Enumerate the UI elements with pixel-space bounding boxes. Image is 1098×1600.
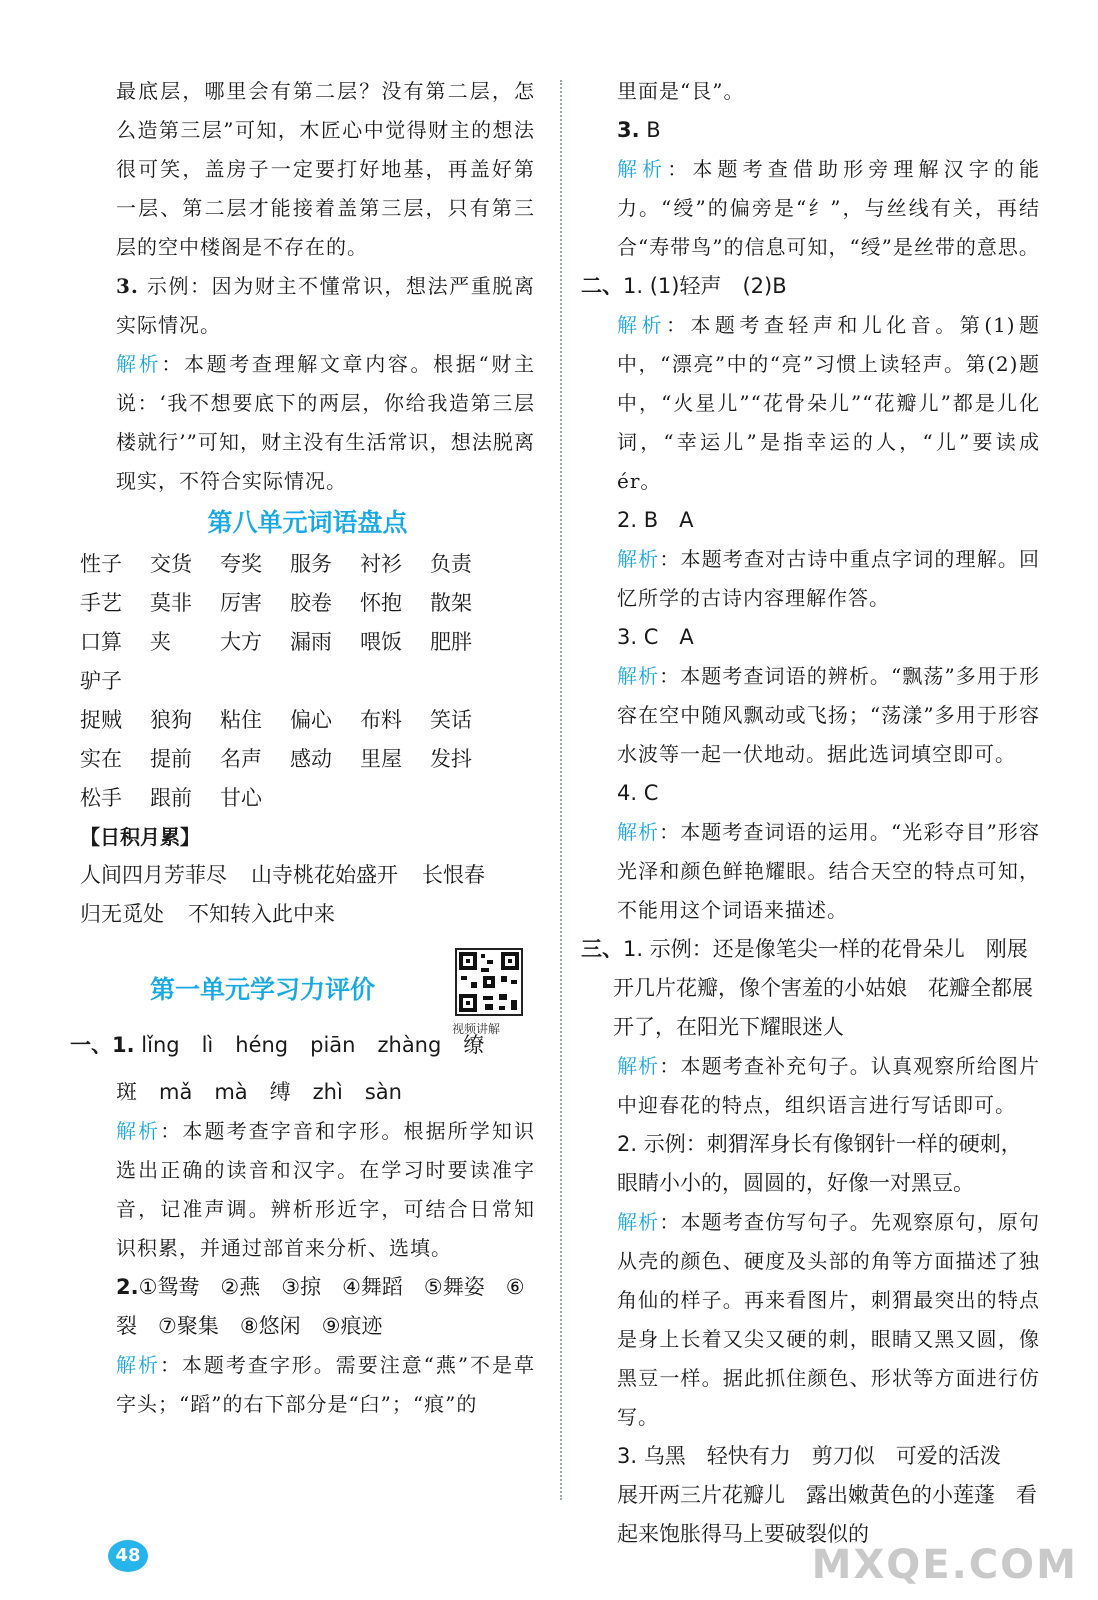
qr-code[interactable] [455,948,523,1016]
analysis-label: 解析 [617,157,668,181]
poem-lines [80,856,535,934]
analysis [585,150,1040,267]
vocab-word: 大方 [220,630,262,654]
analysis: 解析：本题考查轻声和儿化音。第(1)题中，“漂亮”中的“亮”习惯上读轻声。第(2)题中，“火星儿”“花骨朵儿”“花瓣儿”都是儿化词，“幸运儿”是指幸运的人，“儿”要读成 ér。 [617,313,1040,493]
answer-text: ①鸳鸯 ②燕 ③掠 ④舞蹈 ⑤舞姿 ⑥裂 ⑦聚集 ⑧悠闲 ⑨痕迹 [116,1275,525,1338]
vocab-word: 胶卷 [290,591,332,615]
pinyin: sàn [364,1080,402,1104]
vocab-word: 捉贼 [80,708,122,732]
section-label: 三、 [581,937,623,961]
vocab-word: 散架 [430,591,472,615]
poem-line: 长恨春 [422,863,485,887]
answer-3: 3. B [617,118,661,142]
analysis-text: ：本题考查字音和字形。根据所学知识选出正确的读音和汉字。在学习时要读准字音，记准声调。辨析形近字，可结合日常知识积累，并通过部首来分析、选填。 [116,1119,536,1260]
watermark: MXQE.COM [811,1542,1078,1588]
analysis-label: 解析 [116,1353,160,1377]
analysis: 解析：本题考查仿写句子。先观察原句，原句从壳的颜色、硬度及头部的角等方面描述了独角仙的样子。再来看图片，刺猬最突出的特点是身上长着又尖又硬的刺，眼睛又黑又圆，像黑豆一样。据此抓住颜色、形状等方面进行仿写。 [617,1210,1041,1429]
s3-q2: 2. 示例：刺猬浑身长有像钢针一样的硬刺，眼睛小小的，圆圆的，好像一对黑豆。 [617,1132,1022,1195]
right-column [581,72,1041,1554]
poem-line: 山寺桃花始盛开 [251,863,398,887]
vocab-word: 跟前 [150,786,192,810]
pinyin: zhì [312,1080,343,1104]
vocab-word: 甘心 [220,786,262,810]
pinyin: 斑 [116,1080,137,1104]
vocab-word: 负责 [430,552,472,576]
analysis: 解析：本题考查补充句子。认真观察所给图片中迎春花的特点，组织语言进行写话即可。 [617,1054,1041,1117]
poem-line: 不知转入此中来 [188,902,335,926]
question-number: 3. [116,274,139,298]
vocab-word: 厉害 [220,591,262,615]
vocab-word: 实在 [80,747,122,771]
analysis-text: ：本题考查借助形旁理解汉字的能力。“绶”的偏旁是“纟”，与丝线有关，再结合“寿带鸟”的信息可知，“绶”是丝带的意思。 [617,157,1040,259]
vocab-row [80,623,535,701]
vocab-word: 怀抱 [360,591,402,615]
vocab-list [80,545,535,818]
pinyin: 缚 [269,1080,291,1104]
vocab-word: 手艺 [80,591,122,615]
page-number: 48 [108,1540,148,1572]
question-number: 1. [112,1033,135,1057]
poem-line: 人间四月芳菲尽 [80,863,227,887]
s2-q2: 2. B A [617,508,694,532]
vocab-word: 性子 [80,552,122,576]
section-label: 二、 [581,274,623,298]
vocab-word: 偏心 [290,708,332,732]
vocab-word: 名声 [220,747,262,771]
vocab-word: 狼狗 [150,708,192,732]
analysis-text: ：本题考查理解文章内容。根据“财主说：‘我不想要底下的两层，你给我造第三层楼就行’”可知，财主没有生活常识，想法脱离现实，不符合实际情况。 [116,352,535,493]
vocab-word: 布料 [360,708,402,732]
analysis-label: 解析 [116,1119,161,1143]
vocab-row [80,701,535,740]
vocab-word: 莫非 [150,591,192,615]
vocab-word: 服务 [290,552,332,576]
analysis: 解析：本题考查词语的运用。“光彩夺目”形容光泽和颜色鲜艳耀眼。结合天空的特点可知，不能用这个词语来描述。 [617,820,1040,922]
analysis: 解析：本题考查对古诗中重点字词的理解。回忆所学的古诗内容理解作答。 [617,547,1041,610]
pinyin: mǎ [159,1080,193,1104]
vocab-word: 肥胖 [430,630,472,654]
s3-q3: 3. 乌黑 轻快有力 剪刀似 可爱的活泼 展开两三片花瓣儿 露出嫩黄色的小莲蓬 看起来饱胀得马上要破裂似的 [617,1444,1037,1546]
analysis [80,1346,535,1424]
vocab-word: 口算 [80,630,122,654]
paragraph: 最底层，哪里会有第二层？没有第二层，怎么造第三层”可知，木匠心中觉得财主的想法很可笑，盖房子一定要打好地基，再盖好第一层、第二层才能接着盖第三层，只有第三层的空中楼阁是不存在的。 [116,79,535,259]
pinyin: mà [214,1080,248,1104]
vocab-row [80,584,535,623]
qr-code-icon [457,950,521,1014]
vocab-word: 漏雨 [290,630,332,654]
s2-q4: 4. C [617,781,659,805]
column-divider [560,80,562,1500]
vocab-row [80,740,535,779]
s2-q1: 二、1. (1)轻声 (2)B [581,274,787,298]
pinyin: lì [201,1033,214,1057]
pinyin-row-2 [80,1073,535,1112]
pinyin: 缭 [463,1033,485,1057]
s1-q2 [80,1268,535,1346]
paragraph: 里面是“艮”。 [617,79,745,103]
vocab-word: 笑话 [430,708,472,732]
pinyin: lǐng [141,1033,180,1057]
analysis [80,345,535,501]
answer-3 [80,267,535,345]
answer-text: 示例：因为财主不懂常识，想法严重脱离实际情况。 [116,274,536,337]
vocab-word: 夹 [150,630,171,654]
s3-q1: 三、1. 示例：还是像笔尖一样的花骨朵儿 刚展开几片花瓣，像个害羞的小姑娘 花瓣全都展开了，在阳光下耀眼迷人 [581,937,1033,1039]
unit1-title: 第一单元学习力评价 [149,975,375,1004]
vocab-word: 交货 [150,552,192,576]
vocab-word: 提前 [150,747,192,771]
pinyin: piān [310,1033,356,1057]
question-number: 2. [116,1275,139,1299]
s2-q3: 3. C A [617,625,694,649]
poem-line: 归无觅处 [80,902,164,926]
vocab-word: 粘住 [220,708,262,732]
vocab-word: 喂饭 [360,630,402,654]
qr-label: 视频讲解 [452,1022,501,1036]
vocab-word: 松手 [80,786,122,810]
analysis [80,1112,535,1268]
vocab-word: 夸奖 [220,552,262,576]
analysis-label: 解析 [116,352,162,376]
vocab-word: 衬衫 [360,552,402,576]
pinyin: héng [235,1033,289,1057]
pinyin: zhàng [377,1033,442,1057]
vocab-row [80,779,535,818]
riji-label: 【日积月累】 [80,825,200,849]
vocab-word: 发抖 [430,747,472,771]
vocab-word: 里屋 [360,747,402,771]
analysis-text: ：本题考查字形。需要注意“燕”不是草字头；“蹈”的右下部分是“臼”；“痕”的 [116,1353,535,1416]
unit8-title: 第八单元词语盘点 [207,508,408,537]
vocab-row [80,545,535,584]
analysis: 解析：本题考查词语的辨析。“飘荡”多用于形容在空中随风飘动或飞扬；“荡漾”多用于形容水波等一起一伏地动。据此选词填空即可。 [617,664,1040,766]
section-label: 一、 [70,1033,112,1057]
vocab-word: 驴子 [80,669,122,693]
vocab-word: 感动 [290,747,332,771]
left-column [70,72,536,1424]
